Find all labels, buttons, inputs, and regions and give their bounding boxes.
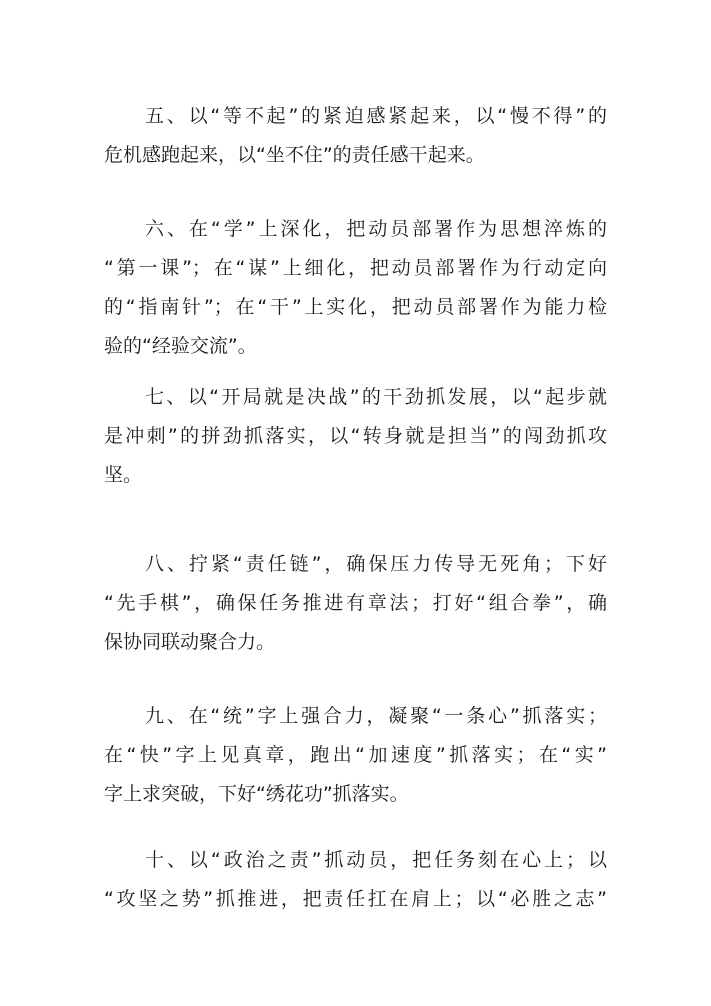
- paragraph-line: 危机感跑起来，以“坐不住”的责任感干起来。: [104, 144, 485, 166]
- paragraph-line: 七、以“开局就是决战”的干劲抓发展，以“起步就: [145, 386, 607, 408]
- paragraph-line: 五、以“等不起”的紧迫感紧起来，以“慢不得”的: [145, 105, 607, 127]
- paragraph-line: 验的“经验交流”。: [104, 335, 257, 357]
- paragraph-line: “攻坚之势”抓推进，把责任扛在肩上；以“必胜之志”: [104, 888, 607, 910]
- paragraph-line: 九、在“统”字上强合力，凝聚“一条心”抓落实；: [145, 705, 607, 727]
- paragraph-line: 字上求突破，下好“绣花功”抓落实。: [104, 783, 409, 805]
- paragraph-line: 坚。: [104, 464, 143, 486]
- paragraph-line: 保协同联动聚合力。: [104, 631, 276, 653]
- paragraph-line: 在“快”字上见真章，跑出“加速度”抓落实；在“实”: [104, 744, 607, 766]
- paragraph-line: “先手棋”，确保任务推进有章法；打好“组合拳”，确: [104, 592, 607, 614]
- paragraph-line: 十、以“政治之责”抓动员，把任务刻在心上；以: [145, 849, 607, 871]
- paragraph-line: 六、在“学”上深化，把动员部署作为思想淬炼的: [145, 218, 607, 240]
- paragraph-line: 是冲刺”的拼劲抓落实，以“转身就是担当”的闯劲抓攻: [104, 425, 607, 447]
- paragraph-line: “第一课”；在“谋”上细化，把动员部署作为行动定向: [104, 257, 607, 279]
- paragraph-line: 八、拧紧“责任链”，确保压力传导无死角；下好: [145, 553, 607, 575]
- paragraph-line: 的“指南针”；在“干”上实化，把动员部署作为能力检: [104, 296, 607, 318]
